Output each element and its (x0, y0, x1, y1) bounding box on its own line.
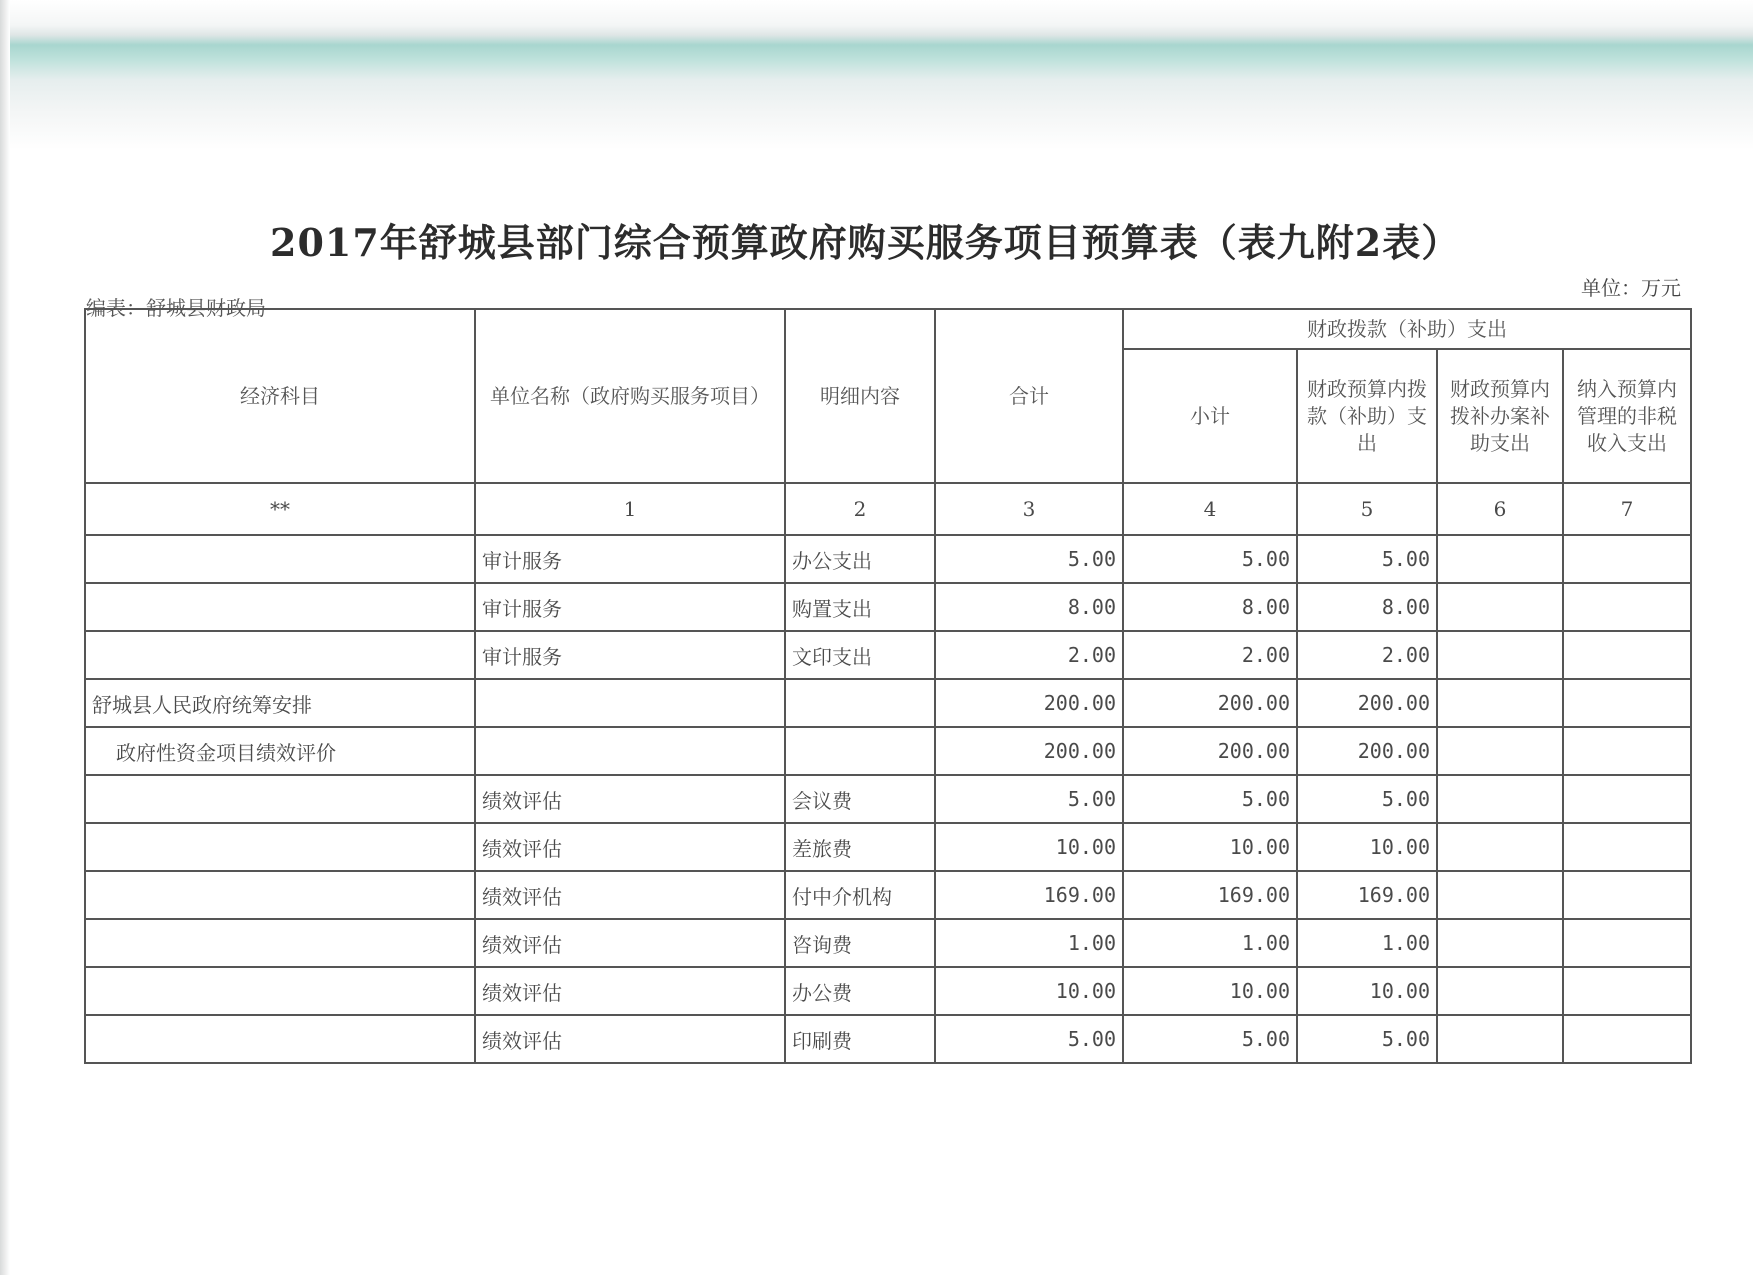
cell-in-budget: 5.00 (1297, 535, 1437, 583)
cell-total: 8.00 (935, 583, 1123, 631)
cell-detail (785, 727, 935, 775)
cell-budget-office (1437, 631, 1563, 679)
cell-subtotal: 200.00 (1123, 679, 1297, 727)
cell-subtotal: 5.00 (1123, 1015, 1297, 1063)
unit-label: 单位：万元 (1581, 276, 1681, 300)
cell-unit: 绩效评估 (475, 919, 785, 967)
header-detail: 明细内容 (785, 309, 935, 483)
table-row (85, 775, 1691, 823)
cell-non-tax (1563, 727, 1691, 775)
cell-unit: 审计服务 (475, 535, 785, 583)
cell-detail: 印刷费 (785, 1015, 935, 1063)
cell-subject (85, 631, 475, 679)
cell-detail: 咨询费 (785, 919, 935, 967)
cell-detail: 差旅费 (785, 823, 935, 871)
cell-budget-office (1437, 583, 1563, 631)
index-row (85, 483, 1691, 535)
cell-detail (785, 679, 935, 727)
table-row (85, 871, 1691, 919)
document-title: 2017年舒城县部门综合预算政府购买服务项目预算表（表九附2表） (270, 220, 1461, 265)
cell-in-budget: 169.00 (1297, 871, 1437, 919)
cell-budget-office (1437, 871, 1563, 919)
cell-non-tax (1563, 535, 1691, 583)
cell-in-budget: 200.00 (1297, 679, 1437, 727)
cell-in-budget: 8.00 (1297, 583, 1437, 631)
cell-unit: 绩效评估 (475, 775, 785, 823)
cell-unit: 审计服务 (475, 631, 785, 679)
cell-budget-office (1437, 727, 1563, 775)
cell-subject (85, 823, 475, 871)
cell-subtotal: 8.00 (1123, 583, 1297, 631)
cell-subject: 政府性资金项目绩效评价 (85, 727, 475, 775)
cell-budget-office (1437, 967, 1563, 1015)
cell-detail: 办公支出 (785, 535, 935, 583)
index-cell: 3 (935, 483, 1123, 535)
cell-non-tax (1563, 919, 1691, 967)
scan-edge-shadow (0, 0, 10, 1275)
cell-non-tax (1563, 775, 1691, 823)
cell-subtotal: 200.00 (1123, 727, 1297, 775)
cell-budget-office (1437, 1015, 1563, 1063)
header-subject: 经济科目 (85, 309, 475, 483)
cell-budget-office (1437, 679, 1563, 727)
table-row (85, 1015, 1691, 1063)
table-row (85, 919, 1691, 967)
cell-detail: 办公费 (785, 967, 935, 1015)
cell-budget-office (1437, 919, 1563, 967)
cell-total: 1.00 (935, 919, 1123, 967)
cell-subject (85, 775, 475, 823)
header-in-budget: 财政预算内拨款（补助）支出 (1297, 349, 1437, 483)
cell-total: 200.00 (935, 679, 1123, 727)
scan-binding-shadow (0, 0, 1753, 150)
cell-in-budget: 10.00 (1297, 967, 1437, 1015)
cell-budget-office (1437, 775, 1563, 823)
cell-in-budget: 5.00 (1297, 775, 1437, 823)
cell-subtotal: 10.00 (1123, 823, 1297, 871)
cell-detail: 付中介机构 (785, 871, 935, 919)
cell-total: 2.00 (935, 631, 1123, 679)
cell-total: 200.00 (935, 727, 1123, 775)
header-fiscal-group: 财政拨款（补助）支出 (1123, 309, 1691, 349)
cell-unit: 绩效评估 (475, 823, 785, 871)
cell-non-tax (1563, 583, 1691, 631)
cell-budget-office (1437, 535, 1563, 583)
budget-table (84, 308, 1692, 1064)
cell-non-tax (1563, 823, 1691, 871)
table-row (85, 679, 1691, 727)
cell-total: 169.00 (935, 871, 1123, 919)
cell-non-tax (1563, 871, 1691, 919)
cell-subject: 舒城县人民政府统筹安排 (85, 679, 475, 727)
cell-total: 5.00 (935, 1015, 1123, 1063)
header-subtotal: 小计 (1123, 349, 1297, 483)
cell-non-tax (1563, 679, 1691, 727)
index-cell: ** (85, 483, 475, 535)
cell-total: 10.00 (935, 967, 1123, 1015)
cell-unit (475, 679, 785, 727)
index-cell: 6 (1437, 483, 1563, 535)
cell-detail: 会议费 (785, 775, 935, 823)
cell-non-tax (1563, 967, 1691, 1015)
cell-non-tax (1563, 631, 1691, 679)
header-budget-office: 财政预算内拨补办案补助支出 (1437, 349, 1563, 483)
cell-in-budget: 10.00 (1297, 823, 1437, 871)
cell-subject (85, 967, 475, 1015)
table-row (85, 535, 1691, 583)
cell-in-budget: 2.00 (1297, 631, 1437, 679)
cell-total: 5.00 (935, 775, 1123, 823)
cell-in-budget: 200.00 (1297, 727, 1437, 775)
cell-unit: 绩效评估 (475, 967, 785, 1015)
index-cell: 5 (1297, 483, 1437, 535)
cell-subject (85, 535, 475, 583)
cell-total: 10.00 (935, 823, 1123, 871)
index-cell: 1 (475, 483, 785, 535)
index-cell: 7 (1563, 483, 1691, 535)
table-row (85, 631, 1691, 679)
cell-unit: 绩效评估 (475, 1015, 785, 1063)
cell-detail: 购置支出 (785, 583, 935, 631)
header-unit-name: 单位名称（政府购买服务项目） (475, 309, 785, 483)
cell-subtotal: 10.00 (1123, 967, 1297, 1015)
cell-subject (85, 919, 475, 967)
cell-unit: 审计服务 (475, 583, 785, 631)
table-row (85, 967, 1691, 1015)
cell-subtotal: 2.00 (1123, 631, 1297, 679)
compiler-label: 编表：舒城县财政局 (86, 296, 266, 320)
cell-non-tax (1563, 1015, 1691, 1063)
cell-subject (85, 583, 475, 631)
cell-in-budget: 1.00 (1297, 919, 1437, 967)
cell-subject (85, 871, 475, 919)
cell-unit (475, 727, 785, 775)
cell-in-budget: 5.00 (1297, 1015, 1437, 1063)
cell-detail: 文印支出 (785, 631, 935, 679)
cell-subtotal: 1.00 (1123, 919, 1297, 967)
index-cell: 4 (1123, 483, 1297, 535)
cell-subtotal: 169.00 (1123, 871, 1297, 919)
header-total: 合计 (935, 309, 1123, 483)
cell-subtotal: 5.00 (1123, 535, 1297, 583)
table-row (85, 727, 1691, 775)
header-non-tax: 纳入预算内管理的非税收入支出 (1563, 349, 1691, 483)
table-row (85, 823, 1691, 871)
cell-subtotal: 5.00 (1123, 775, 1297, 823)
table-row (85, 583, 1691, 631)
cell-budget-office (1437, 823, 1563, 871)
cell-subject (85, 1015, 475, 1063)
cell-total: 5.00 (935, 535, 1123, 583)
cell-unit: 绩效评估 (475, 871, 785, 919)
index-cell: 2 (785, 483, 935, 535)
